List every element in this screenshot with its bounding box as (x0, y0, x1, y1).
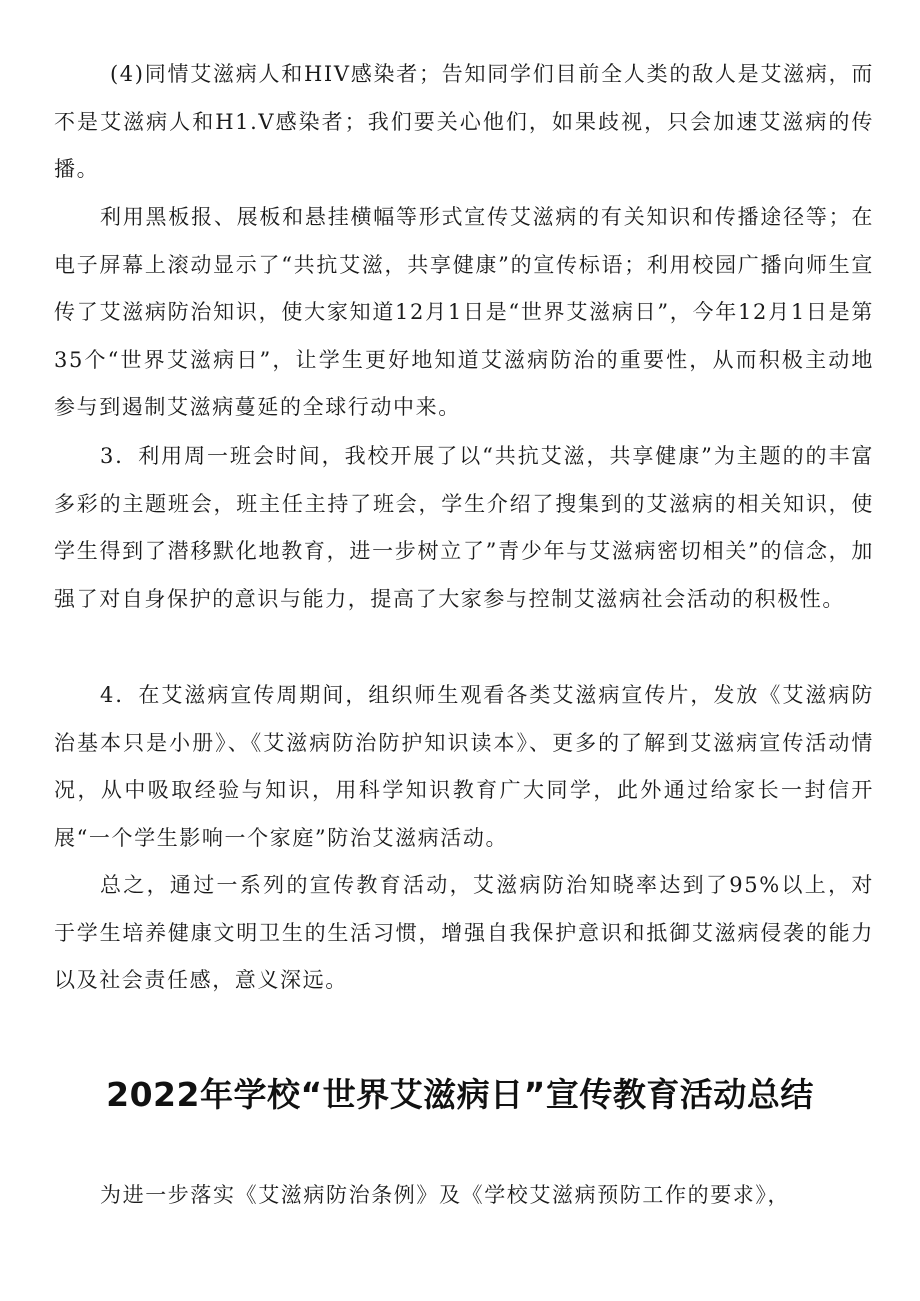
paragraph-item-3: 3．利用周一班会时间，我校开展了以“共抗艾滋，共享健康”为主题的的丰富多彩的主题班会，班主任主持了班会，学生介绍了搜集到的艾滋病的相关知识，使学生得到了潜移默化地教育，进一步树立了”青少年与艾滋病密切相关”的信念，加强了对自身保护的意识与能力，提高了大家参与控制艾滋病社会活动的积极性。 (54, 444, 874, 611)
paragraph-conclusion: 总之，通过一系列的宣传教育活动，艾滋病防治知晓率达到了95%以上，对于学生培养健康文明卫生的生活习惯，增强自我保护意识和抵御艾滋病侵袭的能力以及社会责任感，意义深远。 (54, 873, 874, 993)
paragraph-publicity-methods: 利用黑板报、展板和悬挂横幅等形式宣传艾滋病的有关知识和传播途径等；在电子屏幕上滚动显示了“共抗艾滋，共享健康”的宣传标语；利用校园广播向师生宣传了艾滋病防治知识，使大家知道12月1日是“世界艾滋病日”，今年12月1日是第35个“世界艾滋病日”，让学生更好地知道艾滋病防治的重要性，从而积极主动地参与到遏制艾滋病蔓延的全球行动中来。 (54, 205, 874, 420)
paragraph-item-4-week: 4．在艾滋病宣传周期间，组织师生观看各类艾滋病宣传片，发放《艾滋病防治基本只是小册》、《艾滋病防治防护知识读本》、更多的了解到艾滋病宣传活动情况，从中吸取经验与知识，用科学知识教育广大同学，此外通过给家长一封信开展“一个学生影响一个家庭”防治艾滋病活动。 (54, 683, 874, 850)
paragraph-intro: 为进一步落实《艾滋病防治条例》及《学校艾滋病预防工作的要求》， (100, 1183, 791, 1207)
page-title: 2022年学校“世界艾滋病日”宣传教育活动总结 (106, 1075, 814, 1114)
paragraph-item-4: (4)同情艾滋病人和HIV感染者；告知同学们目前全人类的敌人是艾滋病，而不是艾滋病人和H1.V感染者；我们要关心他们，如果歧视，只会加速艾滋病的传播。 (54, 62, 874, 182)
